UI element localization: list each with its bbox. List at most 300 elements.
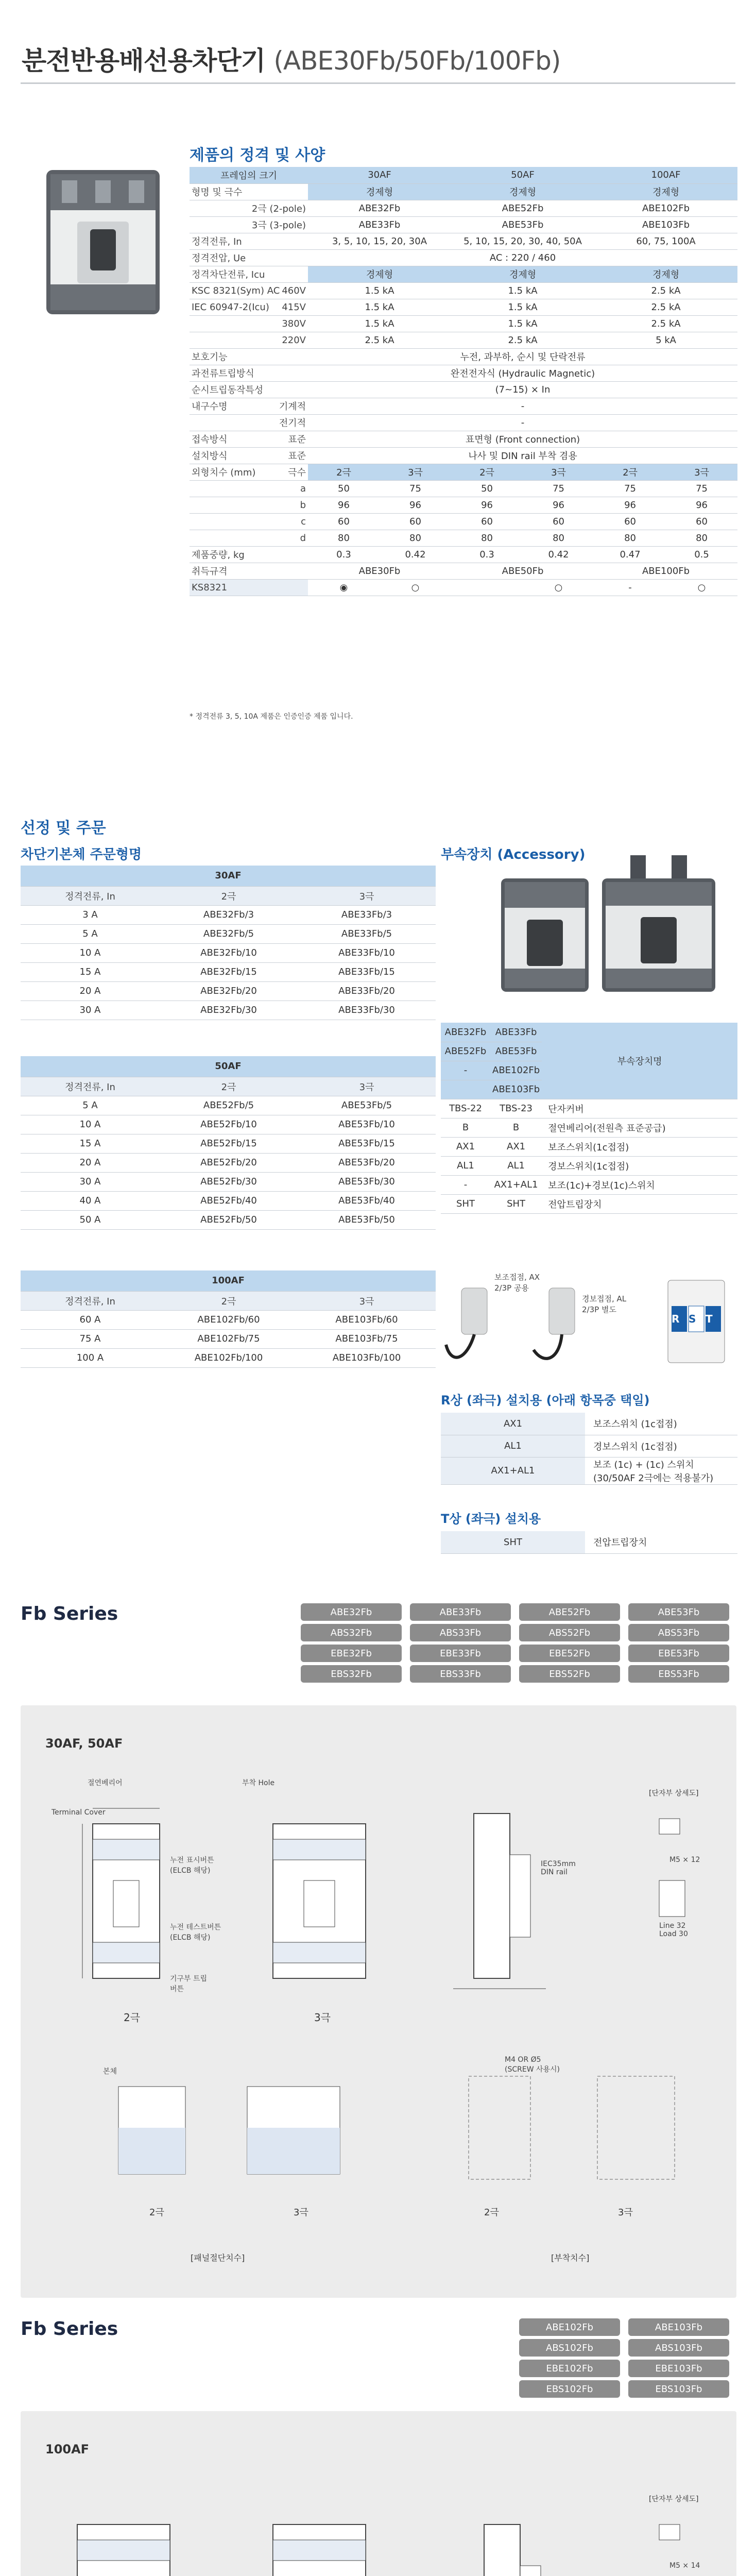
line-load-label: Line 32 Load 30 xyxy=(659,1922,688,1938)
breaker-photo-30af xyxy=(499,876,591,994)
spec-row-value: - xyxy=(308,414,737,431)
spec-row-value: 2.5 kA xyxy=(451,332,594,348)
spec-row-value: 완전전자식 (Hydraulic Magnetic) xyxy=(308,365,737,381)
kv-key: AX1 xyxy=(441,1413,585,1435)
order-cell: ABE102Fb/75 xyxy=(160,1329,298,1348)
spec-row xyxy=(190,414,737,431)
table-row xyxy=(21,924,436,943)
acc-head-model: - xyxy=(441,1061,490,1080)
spec-pole: 3극 xyxy=(666,464,737,480)
col-2p: 2극 xyxy=(160,1077,298,1096)
spec-row-value: 1.5 kA xyxy=(451,315,594,332)
col-2p: 2극 xyxy=(160,1291,298,1310)
spec-row-value: - xyxy=(308,398,737,414)
spec-row-value: 누전, 과부하, 순시 및 단락전류 xyxy=(308,348,737,365)
model-badge: ABE103Fb xyxy=(628,2318,729,2336)
kv-key: SHT xyxy=(441,1531,585,1553)
spec-cert-value: ABE30Fb xyxy=(308,563,451,579)
order-cell: ABE32Fb/20 xyxy=(160,981,298,1001)
spec-row xyxy=(190,233,737,249)
spec-row-value: ABE53Fb xyxy=(451,216,594,233)
spec-weight-row xyxy=(190,546,737,563)
label-2p-top: 2극 xyxy=(124,2011,141,2024)
acc-cell: TBS-22 xyxy=(441,1099,490,1118)
order-cell: 5 A xyxy=(21,924,160,943)
spec-row-value: 5 kA xyxy=(594,332,737,348)
model-badge: ABS52Fb xyxy=(519,1624,620,1641)
spec-dim-value: 96 xyxy=(523,497,594,513)
spec-weight-value: 0.42 xyxy=(523,546,594,563)
order-table-30af xyxy=(21,866,436,1020)
selection-subtitle: 차단기본체 주문형명 xyxy=(21,847,142,862)
panel-title-1: 30AF, 50AF xyxy=(45,1736,123,1751)
order-cell: ABE52Fb/5 xyxy=(160,1096,298,1115)
title-divider xyxy=(21,82,735,84)
spec-row-value: 2.5 kA xyxy=(594,299,737,315)
spec-poles-row xyxy=(190,464,737,480)
spec-row xyxy=(190,299,737,315)
table-row xyxy=(21,1348,436,1367)
spec-row xyxy=(190,398,737,414)
kv-value: 보조 (1c) + (1c) 스위치 (30/50AF 2극에는 적용불가) xyxy=(585,1457,737,1484)
col-2p: 2극 xyxy=(160,886,298,905)
model-badge: ABE33Fb xyxy=(410,1603,511,1621)
spec-row-sub xyxy=(241,233,308,249)
r-phase-title: R상 (좌극) 설치용 (아래 항목중 택일) xyxy=(441,1393,650,1408)
order-cell: ABE103Fb/100 xyxy=(298,1348,436,1367)
breaker-photo-100af xyxy=(599,855,718,994)
spec-footnote: * 정격전류 3, 5, 10A 제품은 인증인증 제품 입니다. xyxy=(190,713,353,721)
order-cell: 75 A xyxy=(21,1329,160,1348)
order-cell: 20 A xyxy=(21,981,160,1001)
acc-head-row xyxy=(441,1023,737,1042)
table-row xyxy=(441,1435,737,1457)
spec-ks-mark: ○ xyxy=(380,579,451,596)
order-col-header xyxy=(21,1291,436,1310)
spec-dim-value: 96 xyxy=(380,497,451,513)
acc-cell: AL1 xyxy=(441,1156,490,1175)
order-cell: ABE32Fb/15 xyxy=(160,962,298,981)
order-cell: ABE52Fb/50 xyxy=(160,1210,298,1229)
spec-row-label xyxy=(190,200,241,216)
order-cell: ABE103Fb/75 xyxy=(298,1329,436,1348)
spec-pole: 3극 xyxy=(380,464,451,480)
side-view-100 xyxy=(443,2504,577,2576)
spec-section-title: 제품의 정격 및 사양 xyxy=(190,146,325,164)
side-view xyxy=(433,1793,566,2009)
fb-series-title-1: Fb Series xyxy=(21,1603,118,1624)
handle-label: 기구부 트립버튼 xyxy=(170,1975,208,1993)
spec-row xyxy=(190,216,737,233)
front-view-2p xyxy=(51,1793,206,1999)
spec-dim-key: a xyxy=(241,480,308,497)
spec-table xyxy=(190,167,737,596)
front-view-3p xyxy=(237,1793,402,1999)
model-badge: ABE53Fb xyxy=(628,1603,729,1621)
col-3p: 3극 xyxy=(298,1291,436,1310)
acc-cell: AX1+AL1 xyxy=(490,1175,542,1194)
rst-r: R xyxy=(672,1313,680,1325)
spec-row-sub: 전기적 xyxy=(241,414,308,431)
mount-2p xyxy=(443,2066,556,2200)
spec-row-value: 1.5 kA xyxy=(451,282,594,299)
table-row xyxy=(21,905,436,924)
table-row xyxy=(441,1194,737,1213)
spec-row xyxy=(190,200,737,216)
order-cell: 20 A xyxy=(21,1153,160,1172)
label-2p-bottom: 2극 xyxy=(149,2207,164,2218)
spec-row xyxy=(190,431,737,447)
order-cell: ABE33Fb/3 xyxy=(298,905,436,924)
acc-head-model: ABE33Fb xyxy=(490,1023,542,1042)
din-rail-label: IEC35mm DIN rail xyxy=(541,1860,576,1876)
spec-row-sub xyxy=(241,249,308,266)
acc-cell: SHT xyxy=(441,1194,490,1213)
spec-ks-row xyxy=(190,579,737,596)
ms-label-100: M5 × 14 xyxy=(669,2562,700,2570)
spec-row-value: 2.5 kA xyxy=(594,282,737,299)
spec-row-value: 2.5 kA xyxy=(594,315,737,332)
spec-row-value: 60, 75, 100A xyxy=(594,233,737,249)
order-cell: 3 A xyxy=(21,905,160,924)
table-row xyxy=(21,1310,436,1329)
spec-row-label: 과전류트립방식 xyxy=(190,365,241,381)
spec-row-sub: 표준 xyxy=(241,447,308,464)
order-col-header xyxy=(21,886,436,905)
acc-head-model: ABE32Fb xyxy=(441,1023,490,1042)
spec-row-label: 정격차단전류, Icu xyxy=(190,266,241,282)
order-col-header xyxy=(21,1077,436,1096)
order-cell: ABE52Fb/30 xyxy=(160,1172,298,1191)
spec-dim-pic xyxy=(190,530,241,546)
table-row xyxy=(441,1137,737,1156)
spec-row-value: (7~15) × In xyxy=(308,381,737,398)
spec-row-label xyxy=(190,315,241,332)
spec-row-value: 나사 및 DIN rail 부착 겸용 xyxy=(308,447,737,464)
acc-cell: B xyxy=(441,1118,490,1137)
spec-row-label: 내구수명 xyxy=(190,398,241,414)
spec-ks-mark xyxy=(451,579,523,596)
acc-cell: 보조스위치(1c접점) xyxy=(542,1137,737,1156)
spec-row-label: KSC 8321(Sym) AC xyxy=(190,282,241,299)
spec-dim-pic xyxy=(190,497,241,513)
acc-cell: 단자커버 xyxy=(542,1099,737,1118)
spec-frame-label: 프레임의 크기 xyxy=(190,167,308,183)
spec-dim-value: 80 xyxy=(451,530,523,546)
spec-row-label: 설치방식 xyxy=(190,447,241,464)
table-row xyxy=(21,962,436,981)
order-cell: ABE53Fb/30 xyxy=(298,1172,436,1191)
spec-dim-value: 80 xyxy=(380,530,451,546)
acc-cell: 보조(1c)+경보(1c)스위치 xyxy=(542,1175,737,1194)
spec-row xyxy=(190,315,737,332)
spec-ks-mark: - xyxy=(594,579,666,596)
order-cell: ABE52Fb/20 xyxy=(160,1153,298,1172)
model-badge: EBE33Fb xyxy=(410,1645,511,1662)
table-row xyxy=(441,1413,737,1435)
accessory-title: 부속장치 (Accessory) xyxy=(441,847,586,862)
acc-cell: 전압트립장치 xyxy=(542,1194,737,1213)
order-frame: 100AF xyxy=(21,1270,436,1291)
spec-row-value: 경제형 xyxy=(594,183,737,200)
spec-dim-value: 96 xyxy=(308,497,380,513)
order-cell: ABE102Fb/100 xyxy=(160,1348,298,1367)
spec-dim-value: 75 xyxy=(666,480,737,497)
order-cell: ABE53Fb/5 xyxy=(298,1096,436,1115)
spec-dim-value: 50 xyxy=(308,480,380,497)
dimension-panel-1 xyxy=(21,1705,736,2298)
acc-cell: 경보스위치(1c접점) xyxy=(542,1156,737,1175)
spec-row-label: 접속방식 xyxy=(190,431,241,447)
spec-row-sub: 기계적 xyxy=(241,398,308,414)
model-badge: EBE53Fb xyxy=(628,1645,729,1662)
spec-row-value: ABE33Fb xyxy=(308,216,451,233)
model-badge: EBE103Fb xyxy=(628,2360,729,2377)
col-rating: 정격전류, In xyxy=(21,1077,160,1096)
spec-row xyxy=(190,381,737,398)
spec-dim-value: 75 xyxy=(380,480,451,497)
spec-dim-value: 60 xyxy=(451,513,523,530)
acc-cell: AL1 xyxy=(490,1156,542,1175)
spec-row-value: 경제형 xyxy=(308,183,451,200)
panel-cut-label: [패널절단치수] xyxy=(191,2253,245,2263)
table-row xyxy=(21,1191,436,1210)
rst-s: S xyxy=(689,1313,696,1325)
spec-row-label: 정격전류, In xyxy=(190,233,241,249)
order-cell: ABE103Fb/60 xyxy=(298,1310,436,1329)
spec-row-value: ABE32Fb xyxy=(308,200,451,216)
model-badge: EBS33Fb xyxy=(410,1665,511,1683)
model-badge: ABS103Fb xyxy=(628,2339,729,2357)
spec-ks-mark: ◉ xyxy=(308,579,380,596)
model-badge: EBE32Fb xyxy=(301,1645,402,1662)
spec-row-sub: 220V xyxy=(241,332,308,348)
table-row xyxy=(441,1457,737,1484)
spec-cert-value: ABE100Fb xyxy=(594,563,737,579)
spec-dim-row xyxy=(190,480,737,497)
spec-row-value: 1.5 kA xyxy=(308,315,451,332)
spec-row-value: 경제형 xyxy=(451,183,594,200)
order-frame-row xyxy=(21,866,436,886)
model-badge: ABS102Fb xyxy=(519,2339,620,2357)
order-table-100af xyxy=(21,1270,436,1368)
order-cell: ABE53Fb/40 xyxy=(298,1191,436,1210)
terminal-detail xyxy=(639,1808,711,1963)
model-badge: EBS103Fb xyxy=(628,2380,729,2398)
acc-cell: - xyxy=(441,1175,490,1194)
panel-title-2: 100AF xyxy=(45,2442,90,2456)
spec-poles-label: 극수 xyxy=(241,464,308,480)
order-cell: ABE33Fb/20 xyxy=(298,981,436,1001)
spec-dim-row xyxy=(190,530,737,546)
order-cell: ABE33Fb/5 xyxy=(298,924,436,943)
spec-weight-value: 0.47 xyxy=(594,546,666,563)
spec-row-label xyxy=(190,414,241,431)
fb-series-title-2: Fb Series xyxy=(21,2318,118,2340)
spec-row-sub: 460V xyxy=(241,282,308,299)
acc-cell: 절연베리어(전원측 표준공급) xyxy=(542,1118,737,1137)
order-cell: ABE33Fb/15 xyxy=(298,962,436,981)
detail-label: [단자부 상세도] xyxy=(649,1789,699,1798)
label-3p-bottom: 3극 xyxy=(294,2207,308,2218)
order-cell: 100 A xyxy=(21,1348,160,1367)
spec-row-value: 1.5 kA xyxy=(308,299,451,315)
spec-dim-value: 50 xyxy=(451,480,523,497)
spec-pole: 2극 xyxy=(451,464,523,480)
spec-row-sub xyxy=(241,348,308,365)
table-row xyxy=(21,1210,436,1229)
spec-row-value: 경제형 xyxy=(451,266,594,282)
order-cell: 60 A xyxy=(21,1310,160,1329)
front-view-3p-100 xyxy=(237,2504,402,2576)
acc-head-model xyxy=(441,1080,490,1099)
spec-dim-value: 80 xyxy=(523,530,594,546)
insulation-label: 절연베리어 xyxy=(88,1779,123,1787)
table-row xyxy=(441,1118,737,1137)
accessory-table xyxy=(441,1023,737,1214)
col-rating: 정격전류, In xyxy=(21,886,160,905)
table-row xyxy=(21,1001,436,1020)
spec-row-sub: 415V xyxy=(241,299,308,315)
model-badge: EBS32Fb xyxy=(301,1665,402,1683)
spec-row xyxy=(190,365,737,381)
spec-frame-1: 50AF xyxy=(451,167,594,183)
spec-row-value: 표면형 (Front connection) xyxy=(308,431,737,447)
dimension-panel-2 xyxy=(21,2411,736,2576)
spec-dim-value: 60 xyxy=(666,513,737,530)
order-cell: 10 A xyxy=(21,1115,160,1134)
model-badge: EBE52Fb xyxy=(519,1645,620,1662)
spec-row xyxy=(190,282,737,299)
spec-frame-0: 30AF xyxy=(308,167,451,183)
spec-dim-value: 60 xyxy=(523,513,594,530)
order-frame-row xyxy=(21,1056,436,1077)
order-cell: 40 A xyxy=(21,1191,160,1210)
kv-key: AL1 xyxy=(441,1435,585,1457)
order-cell: ABE53Fb/20 xyxy=(298,1153,436,1172)
order-cell: 15 A xyxy=(21,962,160,981)
order-cell: ABE53Fb/15 xyxy=(298,1134,436,1153)
spec-dim-value: 96 xyxy=(594,497,666,513)
model-badge: ABE102Fb xyxy=(519,2318,620,2336)
order-cell: 30 A xyxy=(21,1001,160,1020)
acc-head-model: ABE52Fb xyxy=(441,1042,490,1061)
spec-frame-2: 100AF xyxy=(594,167,737,183)
spec-row-label: 정격전압, Ue xyxy=(190,249,241,266)
order-cell: ABE33Fb/30 xyxy=(298,1001,436,1020)
kv-value: 경보스위치 (1c접점) xyxy=(585,1435,737,1457)
acc-cell: AX1 xyxy=(490,1137,542,1156)
spec-row-label xyxy=(190,332,241,348)
spec-row-label: 형명 및 극수 xyxy=(190,183,241,200)
spec-row-value: 5, 10, 15, 20, 30, 40, 50A xyxy=(451,233,594,249)
test-btn-label: 누전 테스트버튼 (ELCB 해당) xyxy=(170,1923,221,1942)
order-cell: ABE52Fb/10 xyxy=(160,1115,298,1134)
spec-ks-label: KS8321 xyxy=(190,579,308,596)
order-frame: 50AF xyxy=(21,1056,436,1077)
spec-dim-value: 60 xyxy=(308,513,380,530)
page-title: 분전반용배선용차단기 (ABE30Fb/50Fb/100Fb) xyxy=(22,46,561,76)
order-frame-row xyxy=(21,1270,436,1291)
order-cell: ABE32Fb/10 xyxy=(160,943,298,962)
mount-label: [부착치수] xyxy=(551,2253,590,2263)
spec-row-value: ABE52Fb xyxy=(451,200,594,216)
order-cell: ABE52Fb/15 xyxy=(160,1134,298,1153)
spec-row-sub: 표준 xyxy=(241,431,308,447)
acc-cell: TBS-23 xyxy=(490,1099,542,1118)
t-phase-title: T상 (좌극) 설치용 xyxy=(441,1512,541,1526)
model-badge: ABS53Fb xyxy=(628,1624,729,1641)
acc-cell: AX1 xyxy=(441,1137,490,1156)
spec-dim-row xyxy=(190,497,737,513)
spec-row-label: 순시트립동작특성 xyxy=(190,381,241,398)
spec-row xyxy=(190,183,737,200)
model-badge: ABE52Fb xyxy=(519,1603,620,1621)
table-row xyxy=(441,1099,737,1118)
kv-key: AX1+AL1 xyxy=(441,1457,585,1484)
spec-weight-value: 0.42 xyxy=(380,546,451,563)
col-rating: 정격전류, In xyxy=(21,1291,160,1310)
aux-label: 보조접점, AX 2/3P 공용 xyxy=(494,1273,540,1293)
label-2p-mount: 2극 xyxy=(484,2207,499,2218)
spec-row-value: 1.5 kA xyxy=(308,282,451,299)
model-badge: EBS53Fb xyxy=(628,1665,729,1683)
order-cell: ABE32Fb/30 xyxy=(160,1001,298,1020)
leak-btn-label: 누전 표시버튼 (ELCB 해당) xyxy=(170,1856,214,1875)
spec-dim-value: 80 xyxy=(308,530,380,546)
table-row xyxy=(21,1096,436,1115)
spec-pole: 2극 xyxy=(308,464,380,480)
acc-head-model: ABE102Fb xyxy=(490,1061,542,1080)
m4-label: M4 OR Ø5 (SCREW 사용시) xyxy=(505,2056,560,2074)
spec-row-sub: 3극 (3-pole) xyxy=(241,216,308,233)
spec-dim-key: d xyxy=(241,530,308,546)
spec-dim-value: 96 xyxy=(666,497,737,513)
table-row xyxy=(441,1175,737,1194)
label-3p-top: 3극 xyxy=(314,2011,331,2024)
spec-row xyxy=(190,249,737,266)
spec-weight-value: 0.3 xyxy=(451,546,523,563)
spec-row xyxy=(190,332,737,348)
table-row xyxy=(21,1329,436,1348)
t-phase-table xyxy=(441,1531,737,1554)
spec-ks-mark: ○ xyxy=(666,579,737,596)
spec-row-sub xyxy=(241,183,308,200)
panel-cut-2p xyxy=(88,2066,221,2190)
spec-dim-value: 96 xyxy=(451,497,523,513)
table-row xyxy=(21,1115,436,1134)
front-view-2p-100 xyxy=(41,2504,206,2576)
spec-row-label xyxy=(190,216,241,233)
spec-dim-value: 75 xyxy=(594,480,666,497)
spec-row-value: AC : 220 / 460 xyxy=(308,249,737,266)
acc-cell: SHT xyxy=(490,1194,542,1213)
acc-head-model: ABE53Fb xyxy=(490,1042,542,1061)
spec-row-value: 1.5 kA xyxy=(451,299,594,315)
spec-row-value: 3, 5, 10, 15, 20, 30A xyxy=(308,233,451,249)
order-cell: ABE32Fb/3 xyxy=(160,905,298,924)
spec-row-value: ABE102Fb xyxy=(594,200,737,216)
model-badge: EBE102Fb xyxy=(519,2360,620,2377)
col-3p: 3극 xyxy=(298,1077,436,1096)
order-cell: ABE33Fb/10 xyxy=(298,943,436,962)
spec-row-label: 보호기능 xyxy=(190,348,241,365)
window-label: 본체 xyxy=(103,2067,117,2076)
acc-cell: B xyxy=(490,1118,542,1137)
spec-dim-value: 80 xyxy=(594,530,666,546)
spec-row xyxy=(190,447,737,464)
table-row xyxy=(441,1156,737,1175)
